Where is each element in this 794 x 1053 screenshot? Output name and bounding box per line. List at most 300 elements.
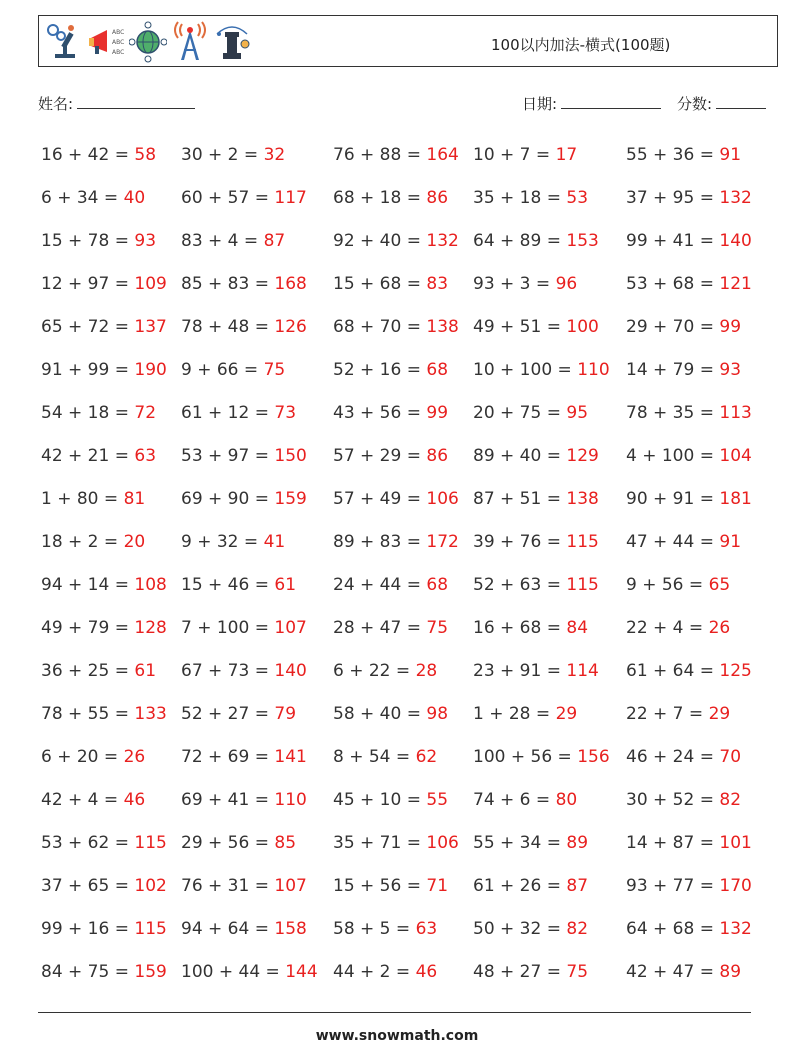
problem-item <box>626 145 741 165</box>
problem-item <box>41 145 156 165</box>
problem-answer: 115 <box>566 532 599 552</box>
problem-answer: 129 <box>566 446 599 466</box>
problem-item <box>181 446 307 466</box>
problem-question: 78 + 35 = <box>626 403 714 423</box>
problem-answer: 75 <box>566 962 589 982</box>
problem-answer: 113 <box>719 403 752 423</box>
problem-question: 61 + 12 = <box>181 403 269 423</box>
problem-item <box>333 618 448 638</box>
problem-answer: 58 <box>134 145 157 165</box>
problem-question: 29 + 56 = <box>181 833 269 853</box>
problem-answer: 99 <box>426 403 449 423</box>
problem-answer: 84 <box>566 618 589 638</box>
problem-item <box>473 747 610 767</box>
problem-question: 46 + 24 = <box>626 747 714 767</box>
problem-question: 16 + 42 = <box>41 145 129 165</box>
problem-item <box>626 790 741 810</box>
problem-item <box>333 532 459 552</box>
problem-question: 92 + 40 = <box>333 231 421 251</box>
problem-item <box>333 403 448 423</box>
problem-item <box>333 360 448 380</box>
problem-question: 9 + 56 = <box>626 575 704 595</box>
problem-item <box>473 231 599 251</box>
problem-item <box>41 188 145 208</box>
problem-question: 53 + 62 = <box>41 833 129 853</box>
problem-item <box>626 919 752 939</box>
problem-question: 14 + 79 = <box>626 360 714 380</box>
problem-question: 6 + 20 = <box>41 747 119 767</box>
problem-question: 30 + 52 = <box>626 790 714 810</box>
problem-question: 22 + 7 = <box>626 704 704 724</box>
problem-question: 89 + 83 = <box>333 532 421 552</box>
problem-item <box>41 747 145 767</box>
problem-item <box>181 790 307 810</box>
problem-item <box>626 747 741 767</box>
problem-answer: 79 <box>274 704 297 724</box>
problem-answer: 75 <box>426 618 449 638</box>
problem-answer: 128 <box>134 618 167 638</box>
problem-question: 37 + 65 = <box>41 876 129 896</box>
problem-item <box>41 704 167 724</box>
problem-answer: 140 <box>274 661 307 681</box>
problem-answer: 96 <box>555 274 578 294</box>
problem-question: 16 + 68 = <box>473 618 561 638</box>
problem-answer: 159 <box>274 489 307 509</box>
problem-item <box>626 962 741 982</box>
problem-answer: 46 <box>415 962 438 982</box>
problem-item <box>626 575 730 595</box>
problem-item <box>333 919 437 939</box>
problem-answer: 73 <box>274 403 297 423</box>
problem-question: 57 + 49 = <box>333 489 421 509</box>
problem-question: 89 + 40 = <box>473 446 561 466</box>
problem-question: 69 + 41 = <box>181 790 269 810</box>
problem-item <box>473 317 599 337</box>
problem-answer: 115 <box>566 575 599 595</box>
problem-question: 30 + 2 = <box>181 145 259 165</box>
problem-answer: 63 <box>415 919 438 939</box>
problem-item <box>333 747 437 767</box>
problem-question: 58 + 5 = <box>333 919 411 939</box>
problem-question: 44 + 2 = <box>333 962 411 982</box>
problem-answer: 172 <box>426 532 459 552</box>
date-label: 日期: <box>522 95 558 113</box>
problem-answer: 82 <box>566 919 589 939</box>
problem-answer: 115 <box>134 833 167 853</box>
footer-website: www.snowmath.com <box>315 1028 479 1044</box>
problem-question: 10 + 100 = <box>473 360 572 380</box>
problem-item <box>626 446 752 466</box>
problem-question: 64 + 89 = <box>473 231 561 251</box>
problem-answer: 140 <box>719 231 752 251</box>
problem-question: 14 + 87 = <box>626 833 714 853</box>
problem-question: 35 + 71 = <box>333 833 421 853</box>
problem-item <box>181 274 307 294</box>
problem-item <box>181 618 307 638</box>
problem-question: 52 + 27 = <box>181 704 269 724</box>
problem-answer: 65 <box>708 575 731 595</box>
problem-question: 15 + 56 = <box>333 876 421 896</box>
problem-question: 29 + 70 = <box>626 317 714 337</box>
problem-answer: 89 <box>566 833 589 853</box>
problem-answer: 41 <box>263 532 286 552</box>
problem-item <box>473 532 599 552</box>
problem-answer: 86 <box>426 188 449 208</box>
problem-answer: 20 <box>123 532 146 552</box>
problem-question: 91 + 99 = <box>41 360 129 380</box>
problem-answer: 104 <box>719 446 752 466</box>
problem-answer: 107 <box>274 876 307 896</box>
problem-answer: 72 <box>134 403 157 423</box>
problem-question: 24 + 44 = <box>333 575 421 595</box>
problem-item <box>181 575 296 595</box>
problem-question: 100 + 56 = <box>473 747 572 767</box>
problem-answer: 159 <box>134 962 167 982</box>
problem-answer: 110 <box>274 790 307 810</box>
problem-item <box>333 704 448 724</box>
problem-question: 12 + 97 = <box>41 274 129 294</box>
problem-answer: 61 <box>274 575 297 595</box>
problem-item <box>626 489 752 509</box>
problem-answer: 80 <box>555 790 578 810</box>
problem-answer: 53 <box>566 188 589 208</box>
problem-answer: 55 <box>426 790 449 810</box>
problem-question: 68 + 18 = <box>333 188 421 208</box>
problem-answer: 87 <box>566 876 589 896</box>
problem-answer: 29 <box>555 704 578 724</box>
problem-item <box>626 231 752 251</box>
problem-question: 35 + 18 = <box>473 188 561 208</box>
problem-answer: 95 <box>566 403 589 423</box>
problem-question: 6 + 34 = <box>41 188 119 208</box>
problem-question: 49 + 51 = <box>473 317 561 337</box>
problem-answer: 28 <box>415 661 438 681</box>
problem-answer: 91 <box>719 532 742 552</box>
problem-question: 53 + 97 = <box>181 446 269 466</box>
problem-answer: 109 <box>134 274 167 294</box>
problem-item <box>626 833 752 853</box>
problem-answer: 46 <box>123 790 146 810</box>
problem-question: 69 + 90 = <box>181 489 269 509</box>
problem-item <box>333 833 459 853</box>
problem-item <box>473 274 577 294</box>
problem-item <box>333 575 448 595</box>
problem-question: 15 + 68 = <box>333 274 421 294</box>
problem-question: 93 + 77 = <box>626 876 714 896</box>
problem-answer: 93 <box>719 360 742 380</box>
problem-item <box>473 489 599 509</box>
problem-item <box>41 360 167 380</box>
problem-answer: 68 <box>426 575 449 595</box>
problem-answer: 106 <box>426 489 459 509</box>
problem-question: 76 + 31 = <box>181 876 269 896</box>
problem-question: 39 + 76 = <box>473 532 561 552</box>
problem-item <box>333 962 437 982</box>
problem-question: 52 + 63 = <box>473 575 561 595</box>
problem-answer: 114 <box>566 661 599 681</box>
problem-answer: 70 <box>719 747 742 767</box>
problem-item <box>473 790 577 810</box>
problem-answer: 164 <box>426 145 459 165</box>
problem-item <box>41 317 167 337</box>
problem-question: 50 + 32 = <box>473 919 561 939</box>
problem-answer: 86 <box>426 446 449 466</box>
problem-item <box>626 704 730 724</box>
score-label: 分数: <box>677 95 713 113</box>
problem-item <box>626 661 752 681</box>
problem-question: 49 + 79 = <box>41 618 129 638</box>
problem-item <box>181 145 285 165</box>
problem-answer: 132 <box>426 231 459 251</box>
problem-answer: 62 <box>415 747 438 767</box>
problem-question: 72 + 69 = <box>181 747 269 767</box>
problem-answer: 137 <box>134 317 167 337</box>
problem-answer: 138 <box>566 489 599 509</box>
problem-answer: 125 <box>719 661 752 681</box>
problem-question: 7 + 100 = <box>181 618 269 638</box>
problem-item <box>626 876 752 896</box>
problem-item <box>41 790 145 810</box>
svg-text:ABC: ABC <box>112 29 125 36</box>
problem-item <box>333 317 459 337</box>
problem-answer: 126 <box>274 317 307 337</box>
problem-answer: 63 <box>134 446 157 466</box>
problem-question: 87 + 51 = <box>473 489 561 509</box>
problem-question: 83 + 4 = <box>181 231 259 251</box>
problem-answer: 93 <box>134 231 157 251</box>
problem-question: 23 + 91 = <box>473 661 561 681</box>
problem-answer: 85 <box>274 833 297 853</box>
problem-item <box>181 403 296 423</box>
problem-item <box>626 532 741 552</box>
problem-answer: 75 <box>263 360 286 380</box>
problem-item <box>473 833 588 853</box>
problem-question: 1 + 80 = <box>41 489 119 509</box>
problem-item <box>473 876 588 896</box>
problem-question: 100 + 44 = <box>181 962 280 982</box>
problem-question: 43 + 56 = <box>333 403 421 423</box>
problem-answer: 71 <box>426 876 449 896</box>
problem-question: 47 + 44 = <box>626 532 714 552</box>
problem-question: 76 + 88 = <box>333 145 421 165</box>
problem-question: 15 + 46 = <box>181 575 269 595</box>
problem-question: 55 + 34 = <box>473 833 561 853</box>
problem-item <box>473 360 610 380</box>
problem-item <box>473 919 588 939</box>
problem-answer: 91 <box>719 145 742 165</box>
problem-question: 9 + 32 = <box>181 532 259 552</box>
problem-answer: 99 <box>719 317 742 337</box>
problem-answer: 190 <box>134 360 167 380</box>
problem-question: 78 + 48 = <box>181 317 269 337</box>
problem-answer: 107 <box>274 618 307 638</box>
problem-answer: 82 <box>719 790 742 810</box>
problem-question: 6 + 22 = <box>333 661 411 681</box>
problem-answer: 170 <box>719 876 752 896</box>
problem-answer: 150 <box>274 446 307 466</box>
problem-item <box>181 317 307 337</box>
problem-question: 8 + 54 = <box>333 747 411 767</box>
problem-question: 42 + 21 = <box>41 446 129 466</box>
problem-item <box>181 188 307 208</box>
problem-item <box>41 962 167 982</box>
problem-answer: 17 <box>555 145 578 165</box>
problem-question: 22 + 4 = <box>626 618 704 638</box>
problem-item <box>626 618 730 638</box>
problem-item <box>333 661 437 681</box>
problem-answer: 168 <box>274 274 307 294</box>
problem-item <box>181 747 307 767</box>
problem-question: 4 + 100 = <box>626 446 714 466</box>
problem-answer: 40 <box>123 188 146 208</box>
problem-item <box>333 876 448 896</box>
problem-question: 67 + 73 = <box>181 661 269 681</box>
problem-item <box>626 360 741 380</box>
problem-answer: 61 <box>134 661 157 681</box>
problem-question: 90 + 91 = <box>626 489 714 509</box>
problem-item <box>181 833 296 853</box>
problem-item <box>41 489 145 509</box>
problem-answer: 117 <box>274 188 307 208</box>
svg-text:ABC: ABC <box>112 39 125 46</box>
problem-item <box>41 876 167 896</box>
problem-item <box>181 962 318 982</box>
problem-item <box>473 188 588 208</box>
problem-question: 78 + 55 = <box>41 704 129 724</box>
problem-question: 94 + 64 = <box>181 919 269 939</box>
problem-answer: 83 <box>426 274 449 294</box>
problem-question: 55 + 36 = <box>626 145 714 165</box>
problem-question: 74 + 6 = <box>473 790 551 810</box>
problem-answer: 132 <box>719 188 752 208</box>
problem-answer: 100 <box>566 317 599 337</box>
worksheet-title: 100以内加法-横式(100题) <box>491 36 671 54</box>
problem-question: 42 + 4 = <box>41 790 119 810</box>
problem-answer: 87 <box>263 231 286 251</box>
problem-question: 94 + 14 = <box>41 575 129 595</box>
problem-item <box>41 403 156 423</box>
problem-question: 84 + 75 = <box>41 962 129 982</box>
problem-item <box>333 145 459 165</box>
problem-question: 10 + 7 = <box>473 145 551 165</box>
problem-item <box>181 661 307 681</box>
problem-answer: 106 <box>426 833 459 853</box>
problem-item <box>473 446 599 466</box>
problem-item <box>473 661 599 681</box>
problem-item <box>181 704 296 724</box>
problem-answer: 141 <box>274 747 307 767</box>
problem-question: 93 + 3 = <box>473 274 551 294</box>
problem-question: 64 + 68 = <box>626 919 714 939</box>
problem-answer: 26 <box>123 747 146 767</box>
problem-question: 52 + 16 = <box>333 360 421 380</box>
problem-question: 18 + 2 = <box>41 532 119 552</box>
svg-text:ABC: ABC <box>112 49 125 56</box>
problem-answer: 29 <box>708 704 731 724</box>
problem-item <box>333 231 459 251</box>
problem-answer: 81 <box>123 489 146 509</box>
problem-item <box>626 403 752 423</box>
problem-question: 65 + 72 = <box>41 317 129 337</box>
problem-item <box>333 274 448 294</box>
problem-item <box>41 446 156 466</box>
problem-answer: 133 <box>134 704 167 724</box>
problem-question: 61 + 64 = <box>626 661 714 681</box>
problem-answer: 158 <box>274 919 307 939</box>
problem-item <box>333 790 448 810</box>
problem-question: 20 + 75 = <box>473 403 561 423</box>
problem-question: 42 + 47 = <box>626 962 714 982</box>
problem-item <box>181 532 285 552</box>
problem-item <box>473 704 577 724</box>
problem-question: 58 + 40 = <box>333 704 421 724</box>
problem-item <box>333 188 448 208</box>
problem-question: 99 + 16 = <box>41 919 129 939</box>
problem-answer: 108 <box>134 575 167 595</box>
problem-question: 53 + 68 = <box>626 274 714 294</box>
problem-item <box>181 919 307 939</box>
problem-item <box>333 489 459 509</box>
problem-item <box>41 919 167 939</box>
problem-item <box>41 274 167 294</box>
footer-divider <box>38 1012 751 1013</box>
problem-answer: 132 <box>719 919 752 939</box>
problem-answer: 153 <box>566 231 599 251</box>
problem-answer: 181 <box>719 489 752 509</box>
problem-question: 37 + 95 = <box>626 188 714 208</box>
problem-question: 54 + 18 = <box>41 403 129 423</box>
problem-question: 48 + 27 = <box>473 962 561 982</box>
problem-answer: 144 <box>285 962 318 982</box>
problem-item <box>41 833 167 853</box>
problem-item <box>333 446 448 466</box>
problem-question: 28 + 47 = <box>333 618 421 638</box>
problem-answer: 68 <box>426 360 449 380</box>
problem-item <box>473 618 588 638</box>
problem-item <box>626 188 752 208</box>
problem-question: 68 + 70 = <box>333 317 421 337</box>
problem-item <box>626 274 752 294</box>
problem-item <box>626 317 741 337</box>
problem-question: 85 + 83 = <box>181 274 269 294</box>
problem-question: 60 + 57 = <box>181 188 269 208</box>
problem-item <box>473 145 577 165</box>
problem-item <box>41 575 167 595</box>
problem-question: 61 + 26 = <box>473 876 561 896</box>
problem-answer: 26 <box>708 618 731 638</box>
problem-answer: 156 <box>577 747 610 767</box>
problem-item <box>41 532 145 552</box>
problem-answer: 32 <box>263 145 286 165</box>
problem-question: 36 + 25 = <box>41 661 129 681</box>
problem-answer: 115 <box>134 919 167 939</box>
problem-item <box>41 661 156 681</box>
name-label: 姓名: <box>38 95 74 113</box>
problem-question: 45 + 10 = <box>333 790 421 810</box>
problem-question: 99 + 41 = <box>626 231 714 251</box>
problem-answer: 98 <box>426 704 449 724</box>
problem-answer: 89 <box>719 962 742 982</box>
problem-answer: 110 <box>577 360 610 380</box>
problem-answer: 102 <box>134 876 167 896</box>
problem-item <box>473 575 599 595</box>
problem-answer: 138 <box>426 317 459 337</box>
problem-question: 1 + 28 = <box>473 704 551 724</box>
problem-item <box>181 876 307 896</box>
problem-question: 57 + 29 = <box>333 446 421 466</box>
problem-question: 9 + 66 = <box>181 360 259 380</box>
problem-item <box>41 618 167 638</box>
